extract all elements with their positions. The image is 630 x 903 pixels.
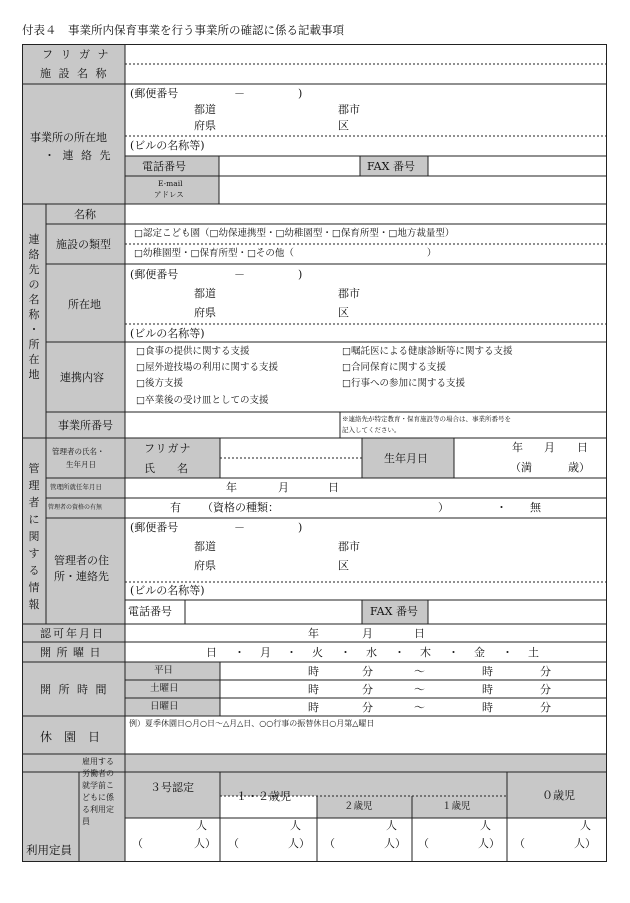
manager-phone-field[interactable] — [186, 601, 361, 623]
manager-furigana-field[interactable] — [221, 439, 361, 457]
coop-item-joint[interactable]: □合同保育に関する支援 — [342, 362, 446, 373]
day-sep1: ・ — [234, 646, 245, 659]
capacity-age1-open: （ — [418, 837, 429, 850]
capacity-cert3-close: 人） — [194, 837, 216, 850]
coop-item-outdoor[interactable]: □屋外遊技場の利用に関する支援 — [136, 362, 278, 373]
capacity-age0-unit: 人 — [580, 819, 591, 832]
contact-pref2: 府県 — [194, 306, 216, 319]
capacity-age2-field[interactable] — [318, 819, 411, 861]
capacity-age0-close: 人） — [574, 837, 596, 850]
day-sep6: ・ — [502, 646, 513, 659]
manager-tenure-month: 月 — [278, 481, 289, 494]
coop-item-meal[interactable]: □食事の提供に関する支援 — [136, 346, 250, 357]
day-sun[interactable]: 日 — [206, 646, 217, 659]
hours-weekday-end-minute: 分 — [540, 665, 551, 678]
contact-office-number-label: 事業所番号 — [58, 419, 113, 432]
day-fri[interactable]: 金 — [474, 646, 485, 659]
holidays-label: 休 園 日 — [40, 730, 101, 744]
capacity-label: 利用定員 — [26, 843, 72, 857]
days-label: 開 所 曜 日 — [40, 646, 102, 659]
manager-name-dob-label1: 管理者の氏名・ — [52, 447, 105, 456]
form-table — [22, 44, 607, 862]
address-building-label: (ビルの名称等) — [130, 139, 205, 152]
contact-pref1: 都道 — [194, 287, 216, 300]
hours-weekday-start-minute: 分 — [362, 665, 373, 678]
coop-item-backup[interactable]: □後方支援 — [136, 378, 183, 389]
address-label-line1: 事業所の所在地 — [30, 131, 107, 144]
address-postal-close: ) — [298, 87, 303, 100]
contact-type-line1[interactable]: □認定こども園（□幼保連携型・□幼稚園型・□保育所型・□地方裁量型） — [134, 228, 455, 239]
manager-qual-type: （資格の種類： — [202, 501, 279, 514]
manager-pref2: 府県 — [194, 559, 216, 572]
capacity-age2: ２歳児 — [344, 801, 373, 812]
manager-tenure-year: 年 — [226, 481, 237, 494]
facility-furigana-label: フ リ ガ ナ — [42, 48, 111, 61]
day-sep4: ・ — [394, 646, 405, 659]
coop-item-health[interactable]: □嘱託医による健康診断等に関する支援 — [342, 346, 513, 357]
capacity-age1-close: 人） — [478, 837, 500, 850]
capacity-cert3-field[interactable] — [126, 819, 219, 861]
contact-note-line1: ※連絡先が特定教育・保育施設等の場合は、事業所番号を — [342, 415, 511, 423]
capacity-age12-field[interactable] — [221, 819, 316, 861]
approval-year: 年 — [308, 627, 319, 640]
hours-label: 開 所 時 間 — [40, 683, 109, 696]
manager-dob-month: 月 — [544, 441, 555, 454]
hours-weekday-end-hour: 時 — [482, 665, 493, 678]
coop-item-event[interactable]: □行事への参加に関する支援 — [342, 378, 465, 389]
hours-row-weekday: 平日 — [154, 665, 174, 676]
manager-fax-field[interactable] — [429, 601, 606, 623]
manager-qual-dot: ・ — [496, 501, 507, 514]
capacity-age12-close: 人） — [288, 837, 310, 850]
manager-furigana-label: フリガナ — [144, 442, 192, 455]
address-pref1: 都道 — [194, 103, 216, 116]
hours-sunday-end-hour: 時 — [482, 701, 493, 714]
manager-name-dob-label2: 生年月日 — [66, 460, 96, 469]
hours-saturday-start-hour: 時 — [308, 683, 319, 696]
capacity-cert3-open: （ — [132, 837, 143, 850]
hours-weekday-tilde: ～ — [414, 665, 425, 678]
manager-tenure-label: 管理所就任年月日 — [50, 483, 102, 491]
manager-qualification-label: 管理者の資格の有無 — [48, 504, 103, 511]
contact-city2: 区 — [338, 306, 349, 319]
manager-postal-close: ) — [298, 521, 303, 534]
capacity-age12-unit: 人 — [290, 819, 301, 832]
capacity-age0-field[interactable] — [508, 819, 606, 861]
manager-postal-label: (郵便番号 — [130, 521, 179, 534]
manager-city1: 郡市 — [338, 540, 360, 553]
address-pref2: 府県 — [194, 119, 216, 132]
contact-type-line2[interactable]: □幼稚園型・□保育所型・□その他（ ） — [134, 248, 437, 259]
hours-weekday-start-hour: 時 — [308, 665, 319, 678]
contact-type-label: 施設の類型 — [56, 238, 111, 251]
facility-furigana-field[interactable] — [126, 45, 606, 63]
contact-note-line2: 記入してください。 — [342, 426, 401, 434]
holidays-field[interactable] — [126, 732, 606, 753]
facility-name-field[interactable] — [126, 65, 606, 83]
day-tue[interactable]: 火 — [312, 646, 323, 659]
capacity-cert3-unit: 人 — [196, 819, 207, 832]
hours-saturday-tilde: ～ — [414, 683, 425, 696]
contact-vertical-label: 連 絡 先 の 名 称 ・ 所 在 地 — [28, 233, 40, 381]
contact-office-number-field[interactable] — [126, 413, 339, 437]
address-fax-label: FAX 番号 — [367, 160, 415, 173]
address-city2: 区 — [338, 119, 349, 132]
hours-sunday-start-minute: 分 — [362, 701, 373, 714]
address-email-label1: E-mail — [158, 179, 183, 188]
manager-name-label: 氏 名 — [144, 462, 188, 475]
manager-age-open: （満 — [510, 461, 532, 474]
address-fax-field[interactable] — [429, 157, 606, 175]
contact-name-field[interactable] — [126, 205, 606, 223]
form-title: 付表４ 事業所内保育事業を行う事業所の確認に係る記載事項 — [22, 23, 344, 37]
day-mon[interactable]: 月 — [260, 646, 271, 659]
manager-address-label2: 所・連絡先 — [54, 570, 109, 583]
address-label-line2: ・ 連 絡 先 — [44, 149, 113, 162]
day-sep3: ・ — [340, 646, 351, 659]
day-sep5: ・ — [448, 646, 459, 659]
facility-name-label: 施 設 名 称 — [40, 67, 109, 80]
manager-qual-no[interactable]: 無 — [530, 501, 541, 514]
manager-dob-year: 年 — [512, 441, 523, 454]
capacity-cert3: ３号認定 — [150, 781, 194, 794]
contact-cooperation-label: 連携内容 — [60, 371, 104, 384]
manager-postal-dash: － — [234, 521, 245, 534]
manager-pref1: 都道 — [194, 540, 216, 553]
hours-sunday-end-minute: 分 — [540, 701, 551, 714]
capacity-age1-field[interactable] — [413, 819, 506, 861]
hours-saturday-start-minute: 分 — [362, 683, 373, 696]
address-email-field[interactable] — [220, 177, 606, 203]
capacity-age12: １・２歳児 — [236, 790, 291, 803]
day-wed[interactable]: 水 — [366, 646, 377, 659]
hours-saturday-end-hour: 時 — [482, 683, 493, 696]
manager-dob-label: 生年月日 — [384, 452, 428, 465]
address-email-label2: アドレス — [154, 190, 184, 199]
hours-saturday-end-minute: 分 — [540, 683, 551, 696]
capacity-age2-open: （ — [324, 837, 335, 850]
hours-row-sunday: 日曜日 — [150, 701, 179, 712]
manager-address-label1: 管理者の住 — [54, 554, 109, 567]
address-phone-field[interactable] — [220, 157, 359, 175]
manager-fax-label: FAX 番号 — [370, 605, 418, 618]
capacity-age1-unit: 人 — [480, 819, 491, 832]
capacity-age1: １歳児 — [442, 801, 471, 812]
approval-day: 日 — [414, 627, 425, 640]
manager-qual-yes[interactable]: 有 — [170, 501, 181, 514]
hours-sunday-start-hour: 時 — [308, 701, 319, 714]
contact-city1: 郡市 — [338, 287, 360, 300]
approval-label: 認可年月日 — [40, 627, 105, 640]
manager-vertical-label: 管 理 者 に 関 す る 情 報 — [28, 462, 40, 611]
address-postal-dash: － — [234, 87, 245, 100]
manager-city2: 区 — [338, 559, 349, 572]
capacity-age0: ０歳児 — [542, 789, 575, 802]
contact-name-label: 名称 — [74, 208, 96, 221]
hours-sunday-tilde: ～ — [414, 701, 425, 714]
address-postal-label: (郵便番号 — [130, 87, 179, 100]
address-city1: 郡市 — [338, 103, 360, 116]
day-sep2: ・ — [286, 646, 297, 659]
address-phone-label: 電話番号 — [142, 160, 186, 173]
contact-postal-label: (郵便番号 — [130, 268, 179, 281]
capacity-age2-close: 人） — [384, 837, 406, 850]
manager-tenure-day: 日 — [328, 481, 339, 494]
capacity-age12-open: （ — [228, 837, 239, 850]
contact-location-label: 所在地 — [68, 298, 101, 311]
manager-phone-label: 電話番号 — [128, 605, 172, 618]
contact-building-label: (ビルの名称等) — [130, 327, 205, 340]
coop-item-graduate[interactable]: □卒業後の受け皿としての支援 — [136, 395, 269, 406]
capacity-age0-open: （ — [514, 837, 525, 850]
manager-age-close: 歳） — [568, 461, 590, 474]
manager-qual-close: ） — [438, 501, 449, 514]
contact-postal-dash: － — [234, 268, 245, 281]
manager-building-label: (ビルの名称等) — [130, 584, 205, 597]
hours-row-saturday: 土曜日 — [150, 683, 179, 694]
manager-dob-day: 日 — [577, 441, 588, 454]
day-thu[interactable]: 木 — [420, 646, 431, 659]
capacity-age2-unit: 人 — [386, 819, 397, 832]
manager-name-field[interactable] — [221, 459, 361, 477]
holidays-example: 例）夏季休園日○月○日～△月△日、○○行事の振替休日○月第△曜日 — [129, 719, 375, 728]
capacity-employee-label: 雇用する 労働者の 就学前こ どもに係 る利用定 員 — [82, 757, 114, 826]
day-sat[interactable]: 土 — [528, 646, 539, 659]
approval-month: 月 — [362, 627, 373, 640]
contact-postal-close: ) — [298, 268, 303, 281]
